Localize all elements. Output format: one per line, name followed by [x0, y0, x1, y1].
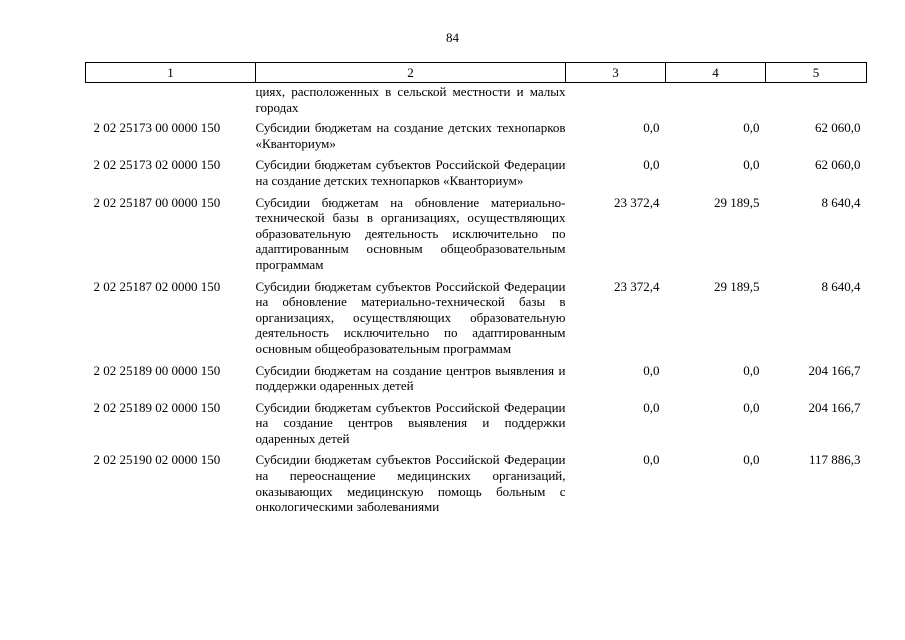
table-row	[86, 360, 867, 397]
row-name: Субсидии бюджетам субъектов Российской Федерации на создание центров выявления и поддержки одаренных детей	[255, 399, 566, 446]
row-value-col3: 0,0	[643, 157, 660, 173]
header-col-1: 1	[86, 63, 256, 83]
header-col-5: 5	[766, 63, 867, 83]
row-value-col3: 0,0	[643, 452, 660, 468]
row-value-col5: 117 886,3	[808, 452, 861, 468]
row-code: 2 02 25173 00 0000 150	[93, 120, 221, 136]
header-row	[86, 63, 867, 83]
table-header	[86, 63, 867, 83]
table-row	[86, 276, 867, 360]
header-col-4: 4	[666, 63, 766, 83]
table-body	[86, 83, 867, 518]
row-value-col5: 204 166,7	[808, 362, 861, 378]
row-code: 2 02 25189 02 0000 150	[93, 399, 221, 415]
row-value-col5: 8 640,4	[821, 194, 861, 210]
row-value-col5: 62 060,0	[815, 157, 861, 173]
table-row	[86, 117, 867, 154]
row-name: Субсидии бюджетам на создание детских технопарков «Кванториум»	[255, 120, 566, 151]
row-name: Субсидии бюджетам субъектов Российской Федерации на переоснащение медицинских организаций, оказывающих медицинскую помощь больным с онкологическими заболеваниями	[255, 452, 566, 515]
row-code: 2 02 25189 00 0000 150	[93, 362, 221, 378]
row-value-col4: 0,0	[743, 120, 760, 136]
header-col-2: 2	[256, 63, 566, 83]
row-value-col3: 0,0	[643, 362, 660, 378]
row-value-col4: 0,0	[743, 362, 760, 378]
row-code: 2 02 25190 02 0000 150	[93, 452, 221, 468]
row-code: 2 02 25187 02 0000 150	[93, 278, 221, 294]
continuation-row	[86, 83, 867, 118]
row-value-col4: 0,0	[743, 399, 760, 415]
row-value-col3: 23 372,4	[614, 278, 660, 294]
budget-table	[85, 62, 867, 518]
table-row	[86, 154, 867, 191]
row-code: 2 02 25173 02 0000 150	[93, 157, 221, 173]
row-value-col3: 23 372,4	[614, 194, 660, 210]
row-value-col5: 8 640,4	[821, 278, 861, 294]
row-name: Субсидии бюджетам субъектов Российской Федерации на создание детских технопарков «Кванториум»	[255, 157, 566, 188]
row-value-col5: 204 166,7	[808, 399, 861, 415]
continuation-code	[86, 83, 256, 118]
table-row	[86, 397, 867, 450]
row-value-col4: 0,0	[743, 452, 760, 468]
row-name: Субсидии бюджетам на обновление материально-технической базы в организациях, осуществляющих образовательную деятельность исключительно по адаптированным основным общеобразовательным программам	[255, 194, 566, 272]
row-value-col4: 29 189,5	[714, 278, 760, 294]
row-value-col4: 29 189,5	[714, 194, 760, 210]
continuation-name: циях, расположенных в сельской местности и малых городах	[255, 84, 566, 115]
row-code: 2 02 25187 00 0000 150	[93, 194, 221, 210]
table-row	[86, 449, 867, 517]
row-value-col3: 0,0	[643, 399, 660, 415]
row-value-col3: 0,0	[643, 120, 660, 136]
page-number: 84	[446, 30, 459, 45]
row-value-col5: 62 060,0	[815, 120, 861, 136]
header-col-3: 3	[566, 63, 666, 83]
row-name: Субсидии бюджетам субъектов Российской Федерации на обновление материально-технической базы в организациях, осуществляющих образовательную деятельность исключительно по адаптированным основным общеобразовательным программам	[255, 278, 566, 356]
row-name: Субсидии бюджетам на создание центров выявления и поддержки одаренных детей	[255, 362, 566, 394]
row-value-col4: 0,0	[743, 157, 760, 173]
table-row	[86, 192, 867, 276]
